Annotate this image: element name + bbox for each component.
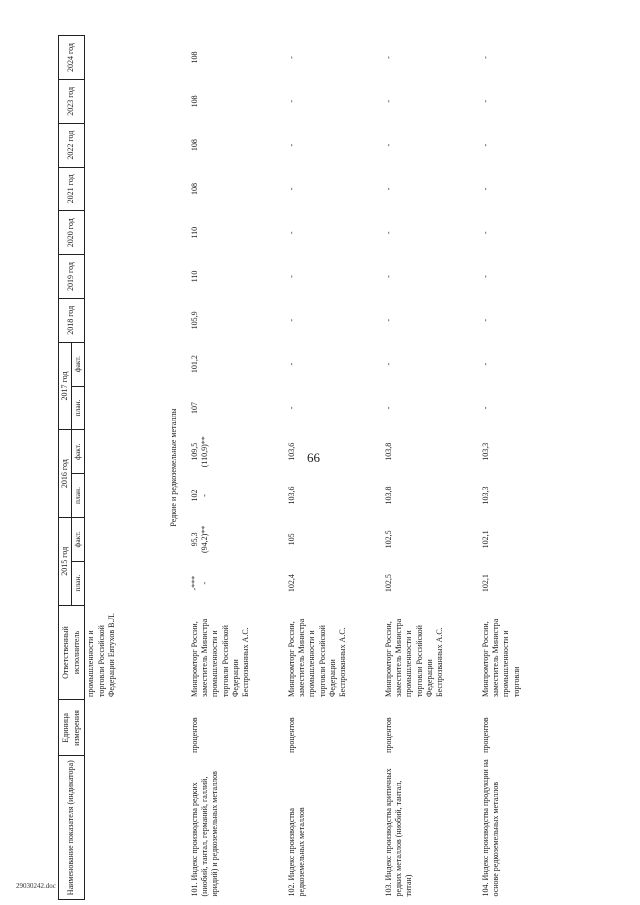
- cell-2021: 108: [189, 182, 199, 195]
- cell-2022: -: [383, 143, 393, 147]
- row-responsible: Минпромторг России, заместитель Министра промышленности и торговли Российской Федерации Беспрозванных А.С.: [286, 618, 348, 697]
- value: (110,9)**: [199, 436, 209, 468]
- cell-2018: -: [383, 318, 393, 322]
- cell-2022: -: [286, 143, 296, 147]
- value: -: [199, 494, 209, 497]
- footer-document-code: 29030242.doc: [16, 882, 56, 890]
- cell-2023: -: [480, 100, 490, 103]
- row-unit: процентов: [189, 717, 199, 753]
- table-row: [378, 36, 475, 900]
- cell-2015-plan: 102,5: [383, 574, 393, 593]
- row-responsible: Минпромторг России, заместитель Министра промышленности и торговли Российской Федерации Беспрозванных А.С.: [383, 618, 445, 697]
- cell-2017-plan: -: [480, 406, 490, 410]
- cell-2019: -: [480, 275, 490, 278]
- header-2015-plan: план.: [72, 561, 85, 605]
- header-2017-fact: факт.: [72, 342, 85, 386]
- cell-2015-fact: 105: [286, 533, 296, 546]
- continued-responsible: промышленности и торговли Российской Федерации Евтухов В.Л.: [86, 613, 116, 697]
- cell-2021: -: [480, 187, 490, 191]
- header-2016: 2016 год: [59, 430, 72, 518]
- row-name: 103. Индекс производства критичных редких металлов (ниобий, тантал, титан): [383, 768, 414, 897]
- header-2017-plan: план.: [72, 386, 85, 430]
- cell-2016-plan: 103,3: [480, 486, 490, 505]
- row-responsible: Минпромторг России, заместитель Министра промышленности и торговли Российской Федерации Беспрозванных А.С.: [189, 618, 251, 697]
- table-row: [475, 36, 524, 900]
- header-2016-fact: факт.: [72, 430, 85, 474]
- value: -: [199, 581, 209, 585]
- cell-2016-plan: 103,6: [286, 486, 296, 505]
- header-2023: 2023 год: [59, 79, 85, 123]
- header-unit: Единица измерения: [59, 700, 85, 756]
- cell-2015-plan: [184, 561, 281, 605]
- cell-2015-plan: 102,4: [286, 574, 296, 593]
- row-name: 104. Индекс производства продукции на основе редкоземельных металлов: [480, 759, 500, 897]
- cell-2024: -: [383, 56, 393, 59]
- value: 109,5: [189, 442, 199, 461]
- row-unit: процентов: [383, 717, 393, 753]
- cell-2019: -: [383, 275, 393, 278]
- cell-2018: -: [480, 318, 490, 322]
- cell-2019: -: [286, 275, 296, 278]
- cell-2023: -: [383, 100, 393, 103]
- cell-2017-plan: -: [286, 406, 296, 410]
- row-unit: процентов: [286, 717, 296, 753]
- cell-2024: 108: [189, 51, 199, 64]
- indicator-table-wrapper: [58, 35, 613, 900]
- row-name: 102. Индекс производства редкоземельных металлов: [286, 807, 306, 897]
- cell-2016-plan: [184, 474, 281, 518]
- cell-2020: -: [286, 231, 296, 235]
- cell-2016-fact: 103,3: [480, 442, 490, 461]
- cell-2022: 108: [189, 139, 199, 152]
- row-name: 101. Индекс производства редких (ниобий, тантал, германий, галлий, иридий) и редкоземельных металлов: [189, 771, 220, 897]
- cell-2017-fact: 101,2: [189, 355, 199, 374]
- cell-2015-fact: 102,5: [383, 530, 393, 549]
- header-2021: 2021 год: [59, 167, 85, 211]
- header-2015: 2015 год: [59, 517, 72, 605]
- cell-2018: 105,9: [189, 311, 199, 330]
- header-2018: 2018 год: [59, 298, 85, 342]
- cell-2019: 110: [189, 270, 199, 283]
- cell-2023: -: [286, 100, 296, 103]
- header-2015-fact: факт.: [72, 517, 85, 561]
- value: 102: [189, 489, 199, 502]
- cell-2017-fact: -: [286, 362, 296, 366]
- page-number: 66: [307, 450, 320, 465]
- cell-2017-plan: -: [383, 406, 393, 410]
- cell-2016-fact: 103,8: [383, 442, 393, 461]
- cell-2020: -: [480, 231, 490, 235]
- table-row: [281, 36, 378, 900]
- header-2019: 2019 год: [59, 255, 85, 299]
- header-responsible: Ответственный исполнитель: [59, 605, 85, 700]
- header-2020: 2020 год: [59, 211, 85, 255]
- header-name: Наименование показателя (индикатора): [59, 756, 85, 900]
- cell-2022: -: [480, 143, 490, 147]
- section-row: [165, 36, 183, 900]
- cell-2016-fact: 103,6: [286, 442, 296, 461]
- indicator-table: [58, 35, 523, 900]
- row-unit: процентов: [480, 717, 490, 753]
- header-2024: 2024 год: [59, 36, 85, 80]
- cell-2020: 110: [189, 226, 199, 239]
- cell-2024: -: [480, 56, 490, 59]
- continuation-row: [85, 36, 166, 900]
- cell-2016-plan: 103,8: [383, 486, 393, 505]
- cell-2021: -: [383, 187, 393, 191]
- cell-2017-plan: 107: [189, 401, 199, 414]
- value: -***: [189, 575, 199, 591]
- section-title: Редкие и редкоземельные металлы: [169, 408, 179, 527]
- cell-2015-fact: [184, 517, 281, 561]
- cell-2016-fact: [184, 430, 281, 474]
- value: (94,2)**: [199, 525, 209, 554]
- cell-2015-plan: 102,1: [480, 574, 490, 593]
- cell-2018: -: [286, 318, 296, 322]
- header-2017: 2017 год: [59, 342, 72, 430]
- table-row: [184, 36, 281, 900]
- header-2016-plan: план.: [72, 474, 85, 518]
- cell-2017-fact: -: [480, 362, 490, 366]
- row-responsible: Минпромторг России, заместитель Министра промышленности и торговли: [480, 618, 521, 697]
- cell-2017-fact: -: [383, 362, 393, 366]
- cell-2024: -: [286, 56, 296, 59]
- header-2022: 2022 год: [59, 123, 85, 167]
- cell-2020: -: [383, 231, 393, 235]
- cell-2015-fact: 102,1: [480, 530, 490, 549]
- value: 95,3: [189, 532, 199, 547]
- cell-2023: 108: [189, 95, 199, 108]
- cell-2021: -: [286, 187, 296, 191]
- rotated-page: [58, 35, 613, 900]
